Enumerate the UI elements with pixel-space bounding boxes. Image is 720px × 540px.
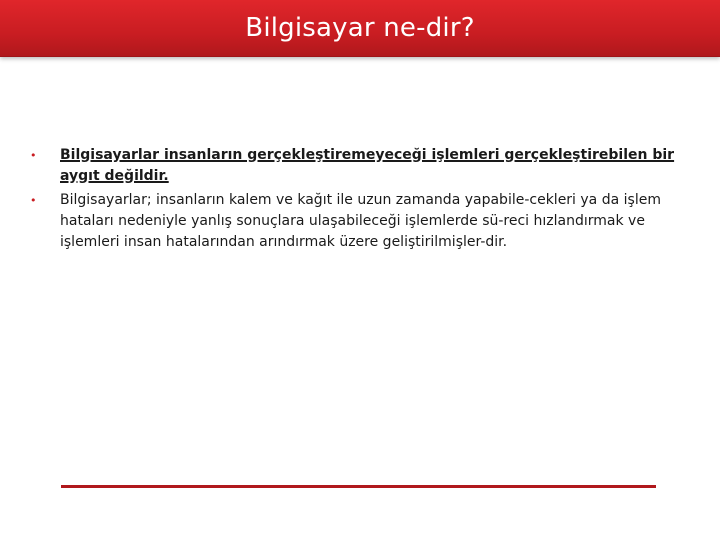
bottom-divider bbox=[61, 485, 656, 488]
bullet-item-1 bbox=[30, 145, 680, 187]
slide-title: Bilgisayar ne-dir? bbox=[245, 13, 475, 43]
slide-content bbox=[30, 145, 680, 256]
bullet-list bbox=[30, 145, 680, 253]
bullet-icon: • bbox=[30, 149, 37, 162]
bullet-icon: • bbox=[30, 194, 37, 207]
bullet-item-2 bbox=[30, 190, 680, 253]
bullet-text-1: Bilgisayarlar insanların gerçekleştiremeyeceği işlemleri gerçekleştirebilen bir aygıt değildir. bbox=[60, 147, 675, 184]
title-bar bbox=[0, 0, 720, 57]
bullet-text-2: Bilgisayarlar; insanların kalem ve kağıt ile uzun zamanda yapabile-cekleri ya da işlem hataları nedeniyle yanlış sonuçlara ulaşabileceği işlemlerde sü-reci hızlandırmak ve işlemleri insan hatalarından arındırmak üzere geliştirilmişler-dir. bbox=[60, 192, 661, 250]
